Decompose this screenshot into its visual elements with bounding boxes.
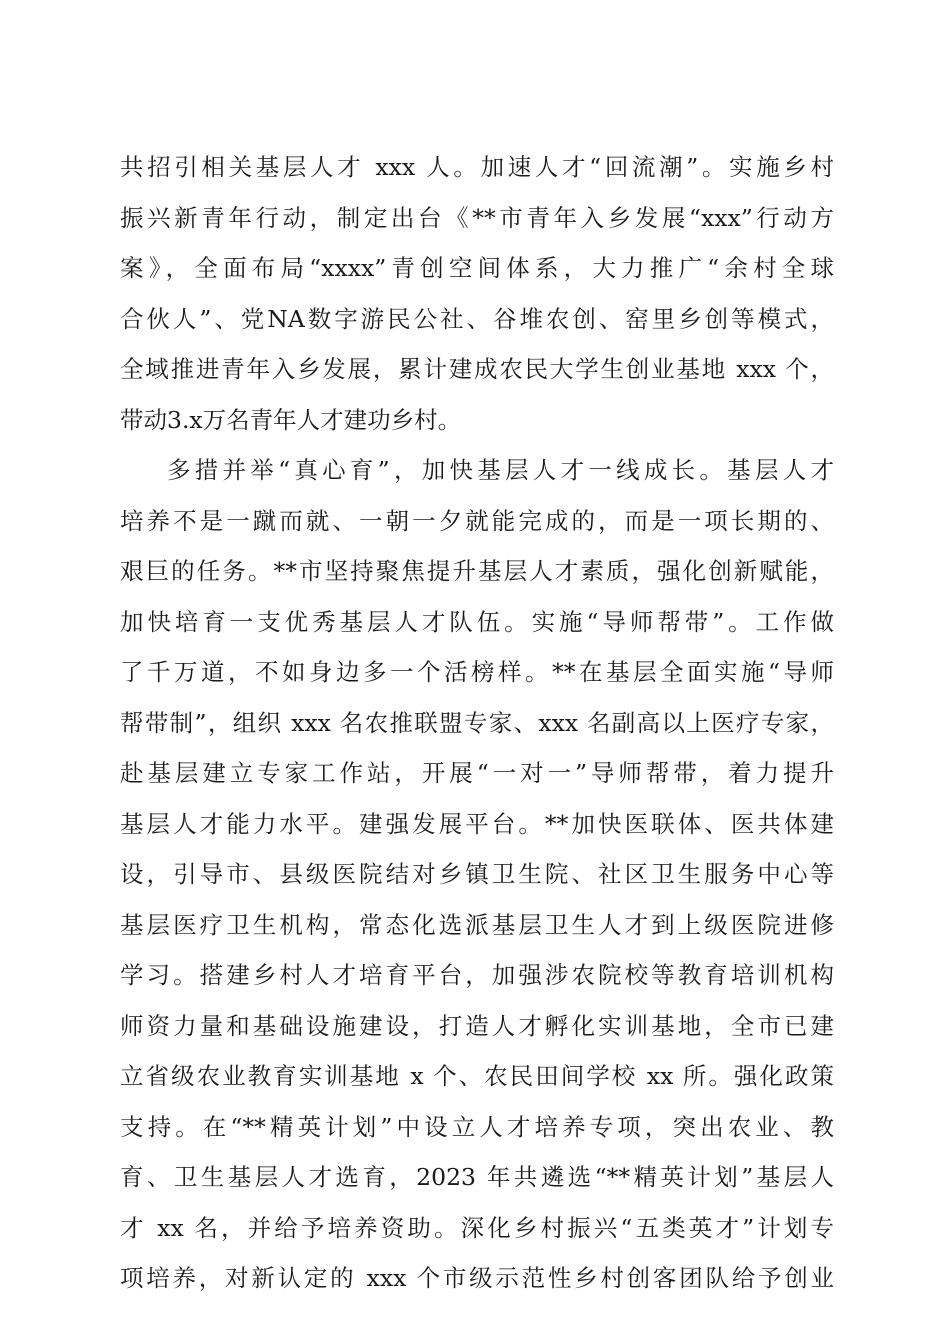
paragraph-line: 学习。搭建乡村人才培育平台，加强涉农院校等教育培训机构 bbox=[120, 961, 834, 989]
paragraph-line: 设，引导市、县级医院结对乡镇卫生院、社区卫生服务中心等 bbox=[120, 860, 834, 888]
paragraph-line: 了千万道，不如身边多一个活榜样。**在基层全面实施“导师 bbox=[120, 658, 834, 686]
paragraph-line: 共招引相关基层人才 xxx 人。加速人才“回流潮”。实施乡村 bbox=[120, 153, 834, 181]
paragraph-line: 艰巨的任务。**市坚持聚焦提升基层人才素质，强化创新赋能， bbox=[120, 557, 834, 585]
paragraph-line: 帮带制”，组织 xxx 名农推联盟专家、xxx 名副高以上医疗专家， bbox=[120, 708, 834, 737]
paragraph-line: 师资力量和基础设施建设，打造人才孵化实训基地，全市已建 bbox=[120, 1011, 834, 1040]
paragraph-line: 全域推进青年入乡发展，累计建成农民大学生创业基地 xxx 个， bbox=[120, 355, 834, 383]
paragraph-line: 基层人才能力水平。建强发展平台。**加快医联体、医共体建 bbox=[120, 809, 834, 838]
paragraph-line: 振兴新青年行动，制定出台《**市青年入乡发展“xxx”行动方 bbox=[120, 203, 834, 232]
paragraph-line: 案》，全面布局“xxxx”青创空间体系，大力推广“余村全球 bbox=[120, 254, 834, 282]
paragraph-line: 带动3.x万名青年人才建功乡村。 bbox=[120, 405, 462, 434]
paragraph-line: 加快培育一支优秀基层人才队伍。实施“导师帮带”。工作做 bbox=[120, 607, 834, 636]
paragraph-line: 育、卫生基层人才选育，2023 年共遴选“**精英计划”基层人 bbox=[120, 1163, 834, 1191]
paragraph-line: 多措并举“真心育”，加快基层人才一线成长。基层人才 bbox=[167, 456, 834, 484]
paragraph-line: 才 xx 名，并给予培养资助。深化乡村振兴“五类英才”计划专 bbox=[120, 1213, 834, 1242]
paragraph-line: 基层医疗卫生机构，常态化选派基层卫生人才到上级医院进修 bbox=[120, 910, 834, 939]
paragraph-line: 培养不是一蹴而就、一朝一夕就能完成的，而是一项长期的、 bbox=[120, 506, 834, 535]
paragraph-line: 赴基层建立专家工作站，开展“一对一”导师帮带，着力提升 bbox=[120, 759, 834, 787]
body-text bbox=[120, 142, 834, 1304]
paragraph-line: 项培养，对新认定的 xxx 个市级示范性乡村创客团队给予创业 bbox=[120, 1264, 834, 1292]
paragraph-line: 立省级农业教育实训基地 x 个、农民田间学校 xx 所。强化政策 bbox=[120, 1062, 834, 1090]
paragraph-line: 合伙人”、党NA数字游民公社、谷堆农创、窑里乡创等模式， bbox=[120, 304, 834, 333]
paragraph-line: 支持。在“**精英计划”中设立人才培养专项，突出农业、教 bbox=[120, 1112, 834, 1141]
